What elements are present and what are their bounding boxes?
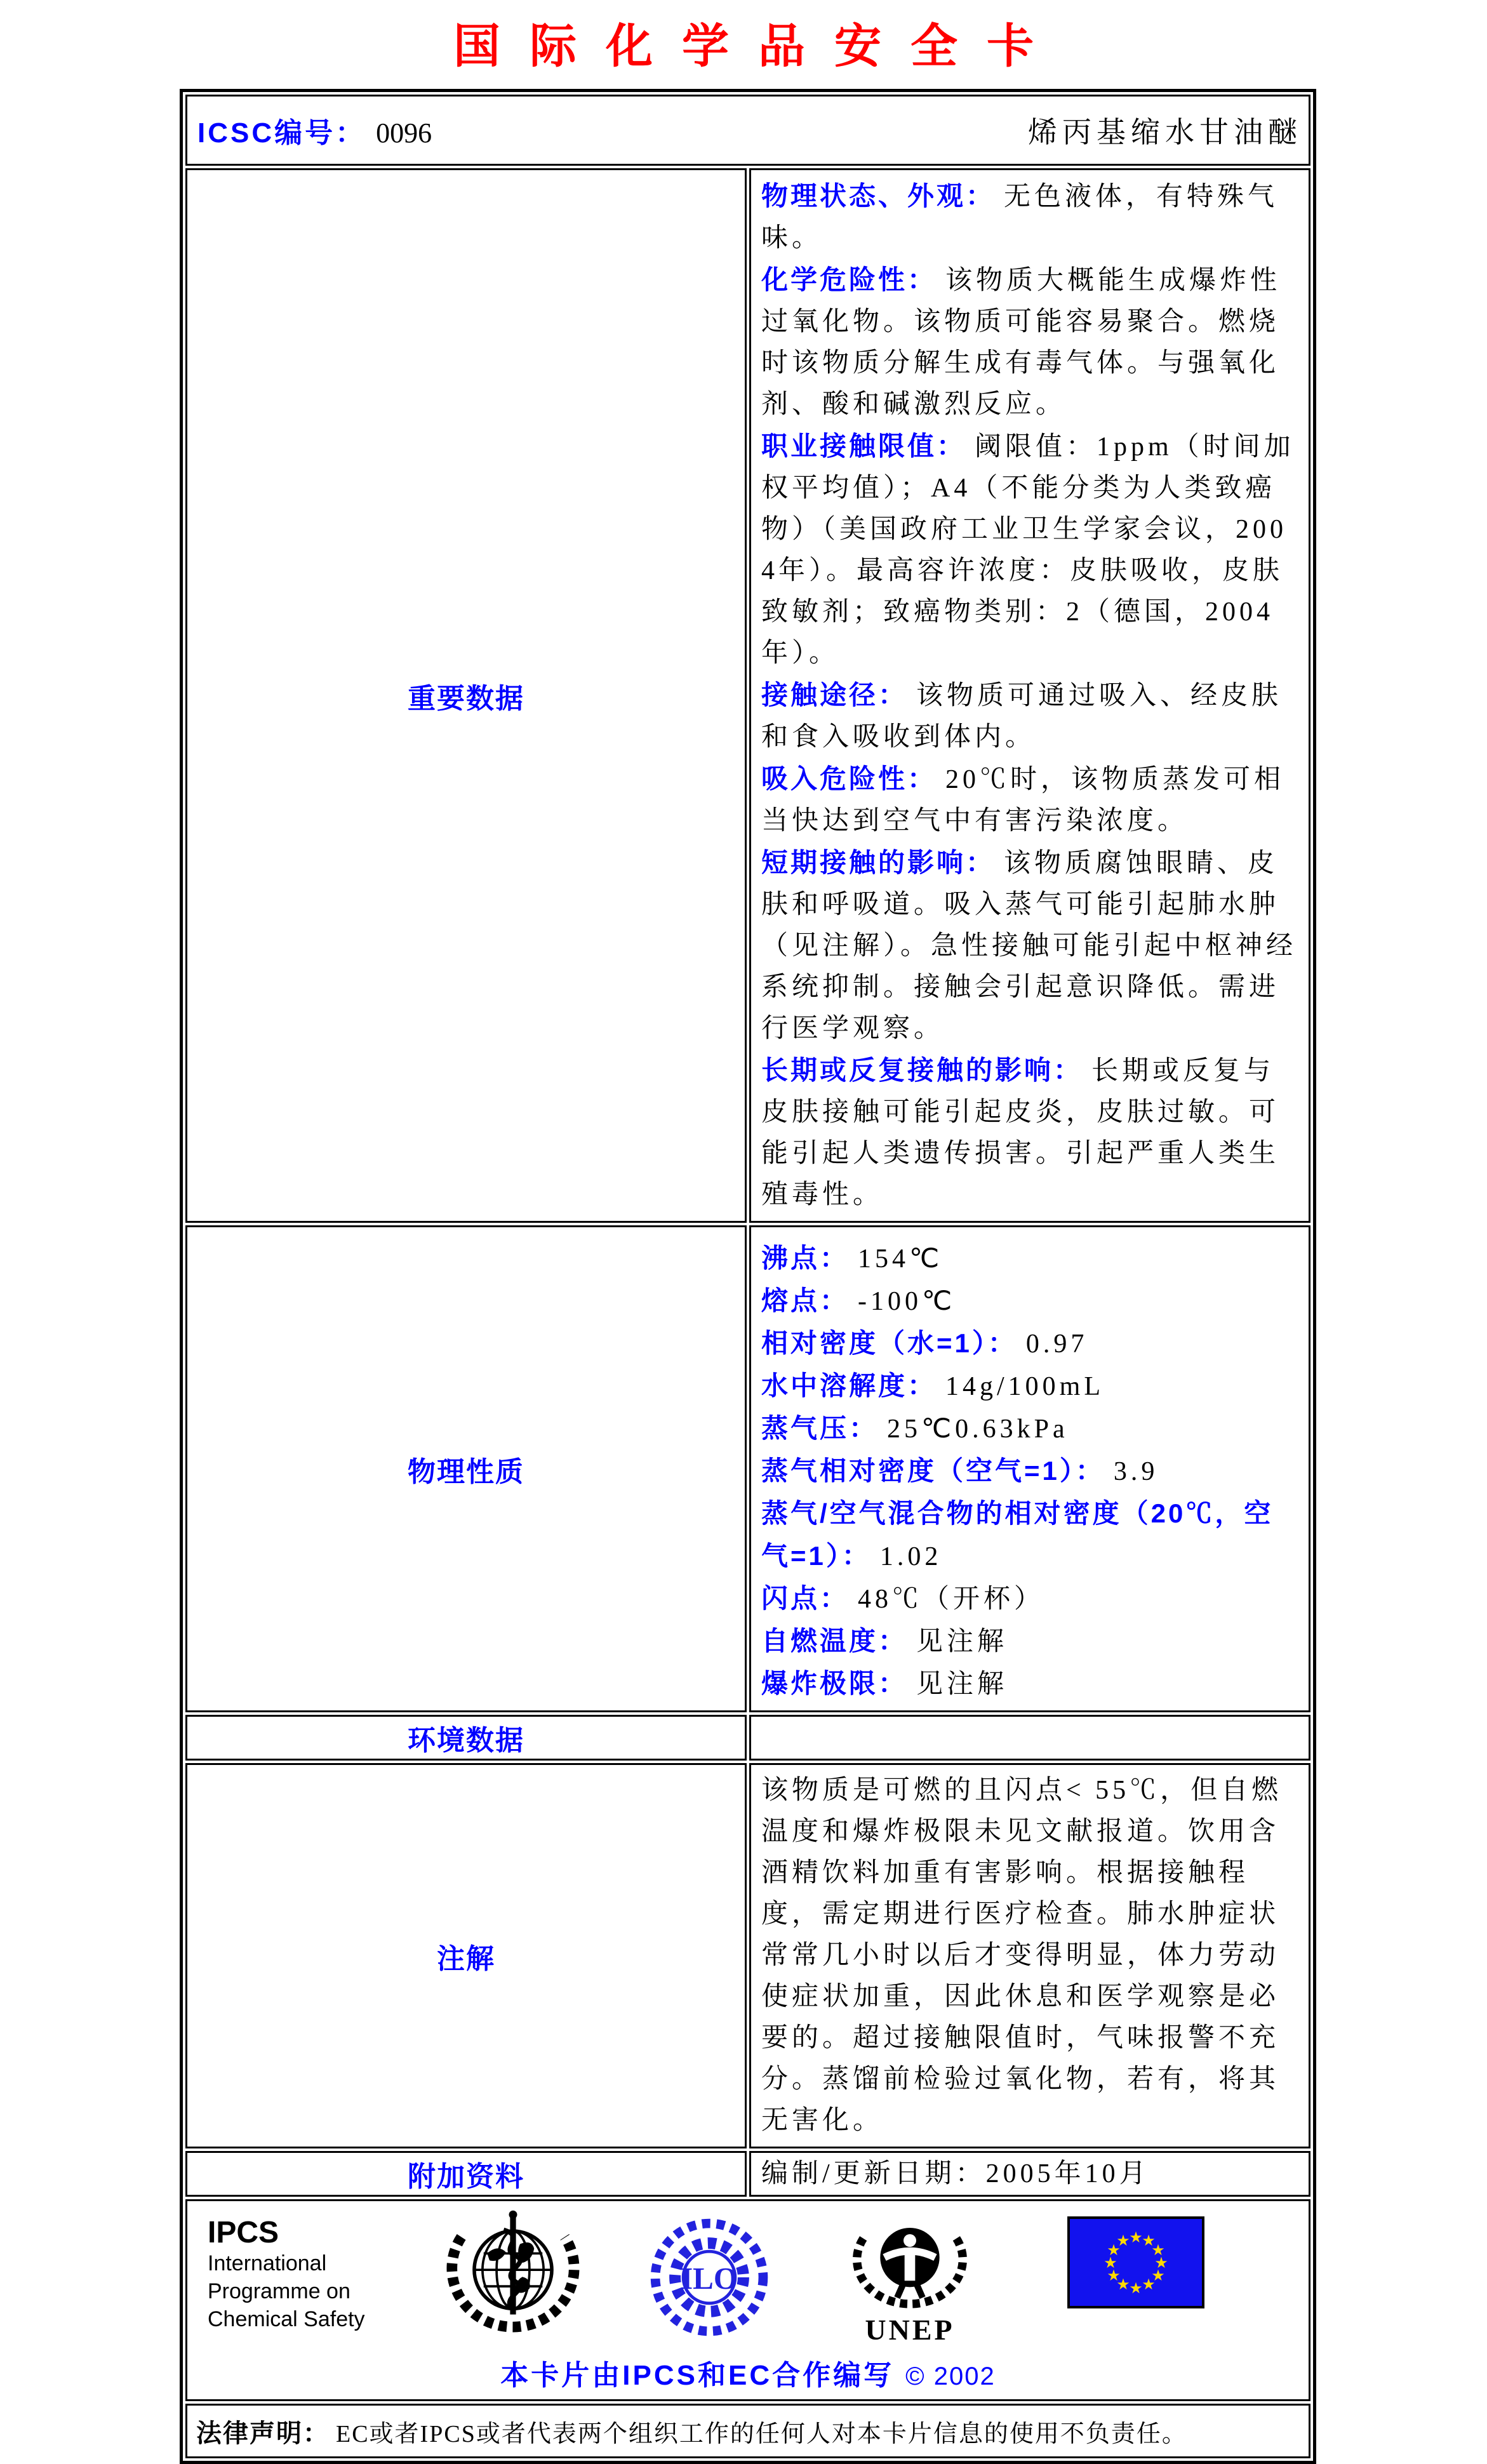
prop-label: 闪点： <box>761 1583 850 1613</box>
important-data-row <box>185 168 1310 1223</box>
prop-vapor-pressure <box>761 1408 1300 1450</box>
important-data-content <box>749 168 1310 1223</box>
prop-flash-point <box>761 1578 1300 1620</box>
prop-value: 154℃ <box>858 1244 944 1274</box>
prop-label: 蒸气相对密度（空气=1）： <box>761 1456 1105 1486</box>
prop-value: -100℃ <box>858 1287 956 1316</box>
credit-line <box>200 2352 1296 2393</box>
prop-value: 见注解 <box>916 1627 1008 1656</box>
prop-relative-density <box>761 1322 1300 1365</box>
copyright-text: © 2002 <box>905 2362 996 2390</box>
eu-star-icon: ★ <box>1151 2242 1165 2259</box>
eu-star-icon: ★ <box>1151 2268 1165 2284</box>
prop-label: 沸点： <box>761 1243 850 1273</box>
section-label-physical-properties: 物理性质 <box>185 1225 747 1712</box>
entry-physical-state <box>761 175 1300 259</box>
ipcs-line-2: Programme on <box>208 2279 350 2303</box>
eu-star-icon: ★ <box>1107 2242 1121 2259</box>
prop-water-solubility <box>761 1365 1300 1408</box>
prop-value: 0.97 <box>1025 1329 1088 1359</box>
entry-label: 职业接触限值： <box>761 431 966 461</box>
entry-label: 长期或反复接触的影响： <box>761 1055 1083 1085</box>
eu-star-icon: ★ <box>1129 2281 1143 2297</box>
entry-short-term-effects <box>761 842 1300 1049</box>
unep-logo <box>846 2215 973 2347</box>
logos-cell <box>185 2199 1310 2401</box>
page-title: 国际化学品安全卡 <box>453 21 1063 73</box>
entry-text: 长期或反复与皮肤接触可能引起皮炎，皮肤过敏。可能引起人类遗传损害。引起严重人类生殖毒性。 <box>761 1056 1280 1209</box>
prop-label: 自燃温度： <box>761 1626 908 1656</box>
legal-row <box>185 2404 1310 2458</box>
prop-label: 爆炸极限： <box>761 1668 908 1698</box>
ilo-emblem-icon <box>647 2215 771 2340</box>
physical-properties-content <box>749 1225 1310 1712</box>
prop-vapor-density <box>761 1450 1300 1493</box>
chemical-name: 烯丙基缩水甘油醚 <box>1028 116 1302 149</box>
eu-star-icon: ★ <box>1154 2255 1168 2272</box>
ipcs-line-3: Chemical Safety <box>208 2307 365 2331</box>
legal-label: 法律声明： <box>196 2419 330 2447</box>
prop-value: 14g/100mL <box>945 1372 1105 1401</box>
entry-text: 该物质可通过吸入、经皮肤和食入吸收到体内。 <box>761 681 1283 752</box>
prop-value: 1.02 <box>879 1542 942 1571</box>
prop-value: 25℃0.63kPa <box>887 1415 1069 1444</box>
ipcs-acronym: IPCS <box>208 2216 279 2249</box>
eu-flag <box>1067 2216 1204 2308</box>
entry-text: 该物质大概能生成爆炸性过氧化物。该物质可能容易聚合。燃烧时该物质分解生成有毒气体。与强氧化剂、酸和碱激烈反应。 <box>761 266 1281 419</box>
entry-exposure-routes <box>761 674 1300 758</box>
additional-info-content: 编制/更新日期：2005年10月 <box>749 2151 1310 2197</box>
prop-label: 蒸气/空气混合物的相对密度（20℃，空气=1）： <box>761 1498 1274 1571</box>
entry-chemical-danger <box>761 259 1300 425</box>
who-logo <box>443 2209 583 2350</box>
section-label-environmental-data: 环境数据 <box>185 1715 747 1761</box>
entry-inhalation-risk <box>761 758 1300 842</box>
entry-long-term-effects <box>761 1049 1300 1216</box>
section-label-notes: 注解 <box>185 1763 747 2148</box>
entry-text: 该物质腐蚀眼睛、皮肤和呼吸道。吸入蒸气可能引起肺水肿（见注解）。急性接触可能引起中枢神经系统抑制。接触会引起意识降低。需进行医学观察。 <box>761 849 1297 1043</box>
ipcs-text-block <box>208 2216 417 2333</box>
entry-label: 物理状态、外观： <box>761 181 996 211</box>
prop-value: 见注解 <box>916 1670 1008 1699</box>
ipcs-line-1: International <box>208 2251 327 2275</box>
section-label-additional-info: 附加资料 <box>185 2151 747 2197</box>
prop-label: 蒸气压： <box>761 1413 879 1443</box>
header-row <box>185 95 1310 166</box>
physical-properties-row <box>185 1225 1310 1712</box>
entry-text: 20℃时，该物质蒸发可相当快达到空气中有害污染浓度。 <box>761 765 1285 836</box>
prop-label: 熔点： <box>761 1286 850 1315</box>
eu-flag-icon <box>1067 2216 1204 2308</box>
prop-explosive-limits <box>761 1663 1300 1705</box>
eu-star-icon: ★ <box>1116 2277 1130 2293</box>
additional-info-row <box>185 2151 1310 2197</box>
eu-star-icon: ★ <box>1129 2230 1143 2246</box>
icsc-card-table <box>180 89 1316 2464</box>
environmental-data-content <box>749 1715 1310 1761</box>
prop-label: 相对密度（水=1）： <box>761 1328 1017 1358</box>
eu-star-icon: ★ <box>1107 2268 1121 2284</box>
credit-text: 本卡片由IPCS和EC合作编写 <box>500 2360 895 2391</box>
eu-star-icon: ★ <box>1104 2255 1117 2272</box>
entry-text: 无色液体，有特殊气味。 <box>761 182 1279 253</box>
icsc-number-value: 0096 <box>376 117 432 149</box>
legal-text: EC或者IPCS或者代表两个组织工作的任何人对本卡片信息的使用不负责任。 <box>336 2420 1187 2447</box>
prop-value: 3.9 <box>1113 1457 1159 1486</box>
icsc-number-group <box>197 110 432 150</box>
ilo-logo <box>647 2215 771 2340</box>
entry-label: 短期接触的影响： <box>761 848 996 877</box>
prop-autoignition-temperature <box>761 1620 1300 1663</box>
unep-emblem-icon <box>846 2215 973 2317</box>
entry-label: 接触途径： <box>761 680 908 710</box>
notes-row <box>185 1763 1310 2148</box>
environmental-data-row <box>185 1715 1310 1761</box>
prop-label: 水中溶解度： <box>761 1371 937 1401</box>
header-cell <box>185 95 1310 166</box>
unep-caption: UNEP <box>865 2314 955 2346</box>
eu-star-icon: ★ <box>1142 2233 1156 2249</box>
prop-melting-point <box>761 1280 1300 1322</box>
entry-label: 吸入危险性： <box>761 764 937 794</box>
section-label-important-data: 重要数据 <box>185 168 747 1223</box>
prop-value: 48℃（开杯） <box>858 1585 1045 1614</box>
entry-text: 阈限值：1ppm（时间加权平均值）；A4（不能分类为人类致癌物）（美国政府工业卫生学家会议，2004年）。最高容许浓度：皮肤吸收，皮肤致敏剂；致癌物类别：2（德国，2004年）。 <box>761 432 1295 668</box>
prop-boiling-point <box>761 1237 1300 1280</box>
prop-vapor-air-mixture-density <box>761 1493 1300 1578</box>
eu-star-icon: ★ <box>1142 2277 1156 2293</box>
notes-content: 该物质是可燃的且闪点< 55℃，但自燃温度和爆炸极限未见文献报道。饮用含酒精饮料加重有害影响。根据接触程度，需定期进行医疗检查。肺水肿症状常常几小时以后才变得明显，体力劳动使症状加重，因此休息和医学观察是必要的。超过接触限值时，气味报警不充分。蒸馏前检验过氧化物，若有，将其无害化。 <box>749 1763 1310 2148</box>
logos-row <box>185 2199 1310 2401</box>
ilo-letters: ILO <box>681 2260 738 2296</box>
icsc-number-label: ICSC编号： <box>197 117 366 149</box>
eu-star-icon: ★ <box>1116 2233 1130 2249</box>
entry-label: 化学危险性： <box>761 265 937 295</box>
entry-occupational-limits <box>761 425 1300 674</box>
legal-cell <box>185 2404 1310 2458</box>
who-emblem-icon <box>443 2209 583 2350</box>
